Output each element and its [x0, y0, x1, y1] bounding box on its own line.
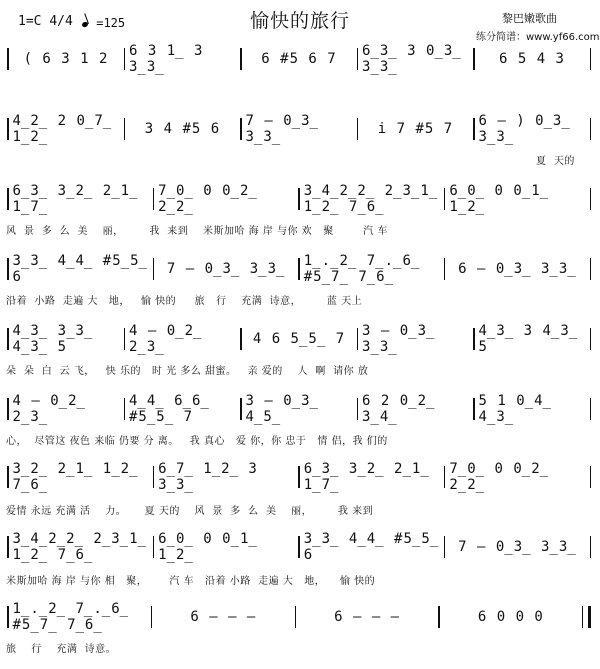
song-title: 愉快的旅行: [249, 10, 350, 32]
barline: [473, 48, 475, 70]
barline: [153, 188, 155, 210]
barline: [7, 536, 9, 558]
barline: [444, 536, 446, 558]
barline: [444, 466, 446, 488]
measure: 6 – 0̲3̲ 3̲3̲: [458, 261, 577, 277]
measure: 3̲4̲2̲2̲ 2̲3̲1̲ 1̲2̲ 7̲6̲: [303, 183, 439, 215]
barline: [298, 466, 300, 488]
measure: 4̲3̲ 3̲3̲ 4̲3̲ 5: [12, 323, 94, 355]
measure: 3̲3̲ 4̲4̲ #5̲5̲ 6: [12, 253, 148, 285]
measure: 4 – 0̲2̲ 2̲3̲: [129, 323, 203, 355]
measure: 3 – 0̲3̲ 4̲5̲: [245, 393, 319, 425]
barline: [590, 258, 592, 280]
barline: [153, 258, 155, 280]
lyric-line: 爱情 永远 充满 活 力。 夏 天的 风 景 多 么 美 丽， 我 来到: [6, 506, 374, 517]
barline: [357, 48, 359, 70]
measure: 7 – 0̲3̲ 3̲3̲: [245, 113, 319, 145]
measure: 6 0 0 0: [477, 609, 544, 625]
barline: [153, 536, 155, 558]
barline: [590, 328, 592, 350]
barline: [357, 328, 359, 350]
barline: [7, 48, 9, 70]
barline: [7, 118, 9, 140]
barline: [7, 398, 9, 420]
measure: 7 – 0̲3̲ 3̲3̲: [458, 539, 577, 555]
barline: [240, 398, 242, 420]
barline: [438, 606, 440, 628]
measure: 6 3 1̲ 3 3̲3̲: [129, 43, 204, 75]
lyric-line: 旅 行 充满 诗意。: [6, 644, 117, 655]
barline: [590, 188, 592, 210]
barline: [124, 48, 126, 70]
barline: [153, 466, 155, 488]
barline: [473, 328, 475, 350]
notation-line: [6, 601, 592, 633]
measure: 3 4 #5 6: [144, 121, 221, 137]
measure: 1̲.̲2̲ 7̲.̲6̲ #5̲7̲ 7̲6̲: [12, 601, 130, 633]
measure: 6 5 4 3: [498, 51, 565, 67]
measure: 6̲0̲ 0 0̲1̲ 1̲2̲: [449, 183, 550, 215]
source-label: 练分简谱：www.yf66.com: [476, 32, 600, 43]
notation-line: [6, 461, 592, 493]
measure: i 7 #5 7: [377, 121, 454, 137]
tempo-value: =125: [96, 16, 126, 30]
barline: [590, 536, 592, 558]
measure: 4 6 5̲5̲ 7: [252, 331, 346, 347]
lyric-line: 沿着 小路 走遍 大 地， 愉 快的 旅 行 充满 诗意， 蓝 天上: [6, 296, 363, 307]
measure: 1̲.̲2̲ 7̲.̲6̲ #5̲7̲ 7̲6̲: [303, 253, 421, 285]
measure: 6 2 0̲2̲ 3̲4̲: [362, 393, 436, 425]
final-barline: [582, 606, 591, 628]
notation-line: [6, 253, 592, 285]
measure: 6 – – –: [334, 609, 401, 625]
measure: 4̲4̲ 6̲6̲ #5̲5̲ 7: [129, 393, 210, 425]
barline: [240, 48, 242, 70]
barline: [444, 188, 446, 210]
notation-line: [6, 183, 592, 215]
measure: 6 #5 6 7: [261, 51, 337, 67]
barline: [590, 466, 592, 488]
measure: 7̲0̲ 0 0̲2̲ 2̲2̲: [158, 183, 258, 215]
barline: [7, 606, 9, 628]
lyric-line: 朵 朵 白 云 飞， 快 乐的 时 光 多么 甜蜜。 亲 爱的 人 啊 请你 放: [6, 366, 369, 377]
measure: 7̲0̲ 0 0̲2̲ 2̲2̲: [449, 461, 550, 493]
notation-line: [6, 323, 592, 355]
measure: 6̲3̲ 3̲2̲ 2̲1̲ 1̲7̲: [12, 183, 139, 215]
measure: 6̲0̲ 0 0̲1̲ 1̲2̲: [158, 531, 258, 563]
barline: [7, 188, 9, 210]
measure: 6̲3̲ 3̲2̲ 2̲1̲ 1̲7̲: [303, 461, 430, 493]
measure: 4 – 0̲2̲ 2̲3̲: [12, 393, 86, 425]
barline: [357, 118, 359, 140]
barline: [298, 188, 300, 210]
barline: [151, 606, 153, 628]
measure: 7 – 0̲3̲ 3̲3̲: [166, 261, 286, 277]
barline: [240, 118, 242, 140]
barline: [7, 258, 9, 280]
lyric-line: 心， 尽管这 夜色 来临 仍要 分 离。 我 真心 爱 你，你 忠于 情 侣，我 们的: [6, 436, 388, 447]
barline: [590, 118, 592, 140]
barline: [590, 398, 592, 420]
barline: [298, 258, 300, 280]
measure: 3 – 0̲3̲ 3̲3̲: [362, 323, 436, 355]
measure: 3̲3̲ 4̲4̲ #5̲5̲ 6: [303, 531, 440, 563]
barline: [7, 466, 9, 488]
barline: [124, 118, 126, 140]
notation-line: [6, 393, 592, 425]
measure: 6 – – –: [190, 609, 257, 625]
measure: 4̲3̲ 3 4̲3̲ 5: [478, 323, 579, 355]
measure: 3̲2̲ 2̲1̲ 1̲2̲ 7̲6̲: [12, 461, 139, 493]
notation-line: [6, 113, 592, 145]
notation-line: [6, 43, 592, 75]
measure: 6 – ) 0̲3̲ 3̲3̲: [478, 113, 571, 145]
barline: [124, 328, 126, 350]
measure: 3̲4̲2̲2̲ 2̲3̲1̲ 1̲2̲ 7̲6̲: [12, 531, 147, 563]
lyric-line: 夏 天的: [536, 156, 575, 167]
lyric-line: 米斯加哈 海 岸 与你 相 聚， 汽 车 沿着 小路 走遍 大 地， 愉 快的: [6, 576, 376, 587]
notation-line: [6, 531, 592, 563]
key-signature: 1=C: [18, 14, 42, 29]
measure: 5 1 0̲4̲ 4̲3̲: [478, 393, 552, 425]
barline: [240, 328, 242, 350]
measure: ( 6 3 1 2: [23, 51, 109, 67]
barline: [295, 606, 297, 628]
barline: [298, 536, 300, 558]
measure: 4̲2̲ 2 0̲7̲ 1̲2̲: [12, 113, 113, 145]
barline: [357, 398, 359, 420]
barline: [124, 398, 126, 420]
barline: [473, 118, 475, 140]
measure: 6̲3̲ 3 0̲3̲ 3̲3̲: [362, 43, 462, 75]
time-signature: 4/4: [49, 14, 73, 29]
barline: [590, 48, 592, 70]
measure: 6̲7̲ 1̲2̲ 3 3̲3̲: [158, 461, 258, 493]
barline: [7, 328, 9, 350]
barline: [444, 258, 446, 280]
lyric-line: 风 景 多 么 美 丽， 我 来到 米斯加哈 海 岸 与你 欢 聚 汽 车: [6, 226, 388, 237]
barline: [473, 398, 475, 420]
composer-label: 黎巴嫩歌曲: [502, 12, 557, 25]
